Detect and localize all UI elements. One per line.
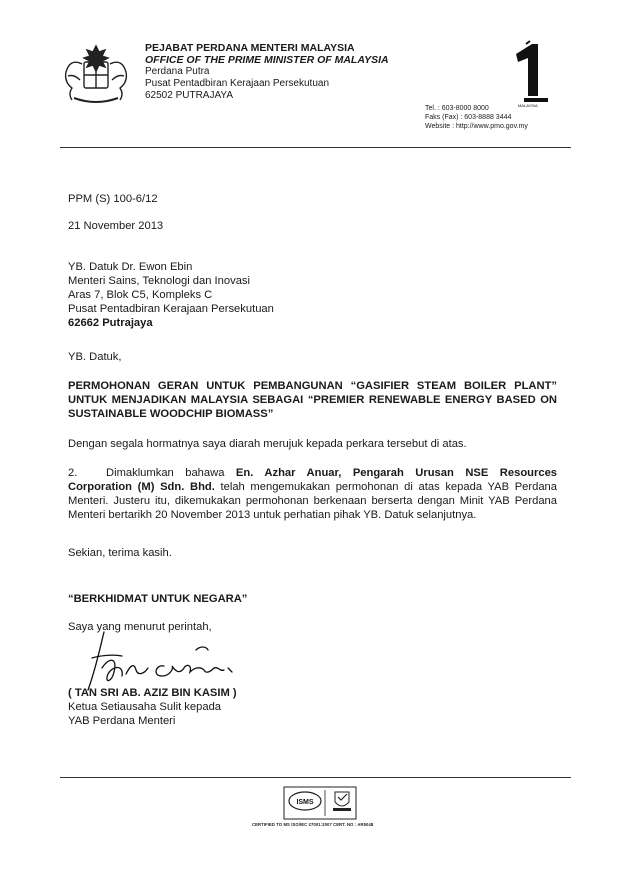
sign-off: Saya yang menurut perintah, [68, 621, 212, 633]
org-address-line: Perdana Putra [145, 66, 210, 77]
org-address-line: 62502 PUTRAJAYA [145, 90, 234, 101]
paragraph-2-body: telah mengemukakan permohonan di atas kepada YAB Perdana Menteri. Justeru itu, dikemukakan permohonan berkenaan berserta dengan Minit YAB Perdana Menteri bertarikh 20 November 2013 untuk perhatian pihak YB. Datuk selanjutnya. [68, 481, 557, 521]
coat-of-arms-logo [60, 42, 132, 106]
website: Website : http://www.pmo.gov.my [425, 123, 528, 130]
recipient-line: Menteri Sains, Teknologi dan Inovasi [68, 275, 251, 287]
org-name-malay: PEJABAT PERDANA MENTERI MALAYSIA [145, 42, 355, 54]
recipient-postcode: 62662 Putrajaya [68, 317, 153, 329]
header-divider [60, 147, 571, 148]
paragraph-2-applicant: En. Azhar Anuar, Pengarah Urusan NSE Resources Corporation (M) Sdn. Bhd. [68, 467, 558, 493]
org-name-english: OFFICE OF THE PRIME MINISTER OF MALAYSIA [145, 54, 389, 66]
recipient-line: Pusat Pentadbiran Kerajaan Persekutuan [68, 303, 274, 315]
closing-line: Sekian, terima kasih. [68, 547, 172, 559]
badge-label: ISMS [296, 799, 314, 806]
signatory-title-line: YAB Perdana Menteri [68, 715, 176, 727]
recipient-line: YB. Datuk Dr. Ewon Ebin [68, 261, 193, 273]
salutation: YB. Datuk, [68, 351, 122, 363]
letterhead [145, 42, 389, 102]
org-address-line: Pusat Pentadbiran Kerajaan Persekutuan [145, 78, 330, 89]
telephone: Tel. : 603-8000 8000 [425, 105, 489, 112]
recipient-address [68, 260, 274, 330]
1malaysia-logo [506, 40, 550, 108]
paragraph-number: 2. [68, 467, 78, 479]
motto: “BERKHIDMAT UNTUK NEGARA” [68, 593, 248, 605]
signatory-name: ( TAN SRI AB. AZIZ BIN KASIM ) [68, 687, 237, 699]
signatory-title-line: Ketua Setiausaha Sulit kepada [68, 701, 222, 713]
recipient-line: Aras 7, Blok C5, Kompleks C [68, 289, 213, 301]
certification-text: CERTIFIED TO MS ISO/IEC 27001:2007 CERT. NO : AR5048 [252, 822, 374, 827]
fax: Faks (Fax) : 603-8888 3444 [425, 114, 512, 121]
footer-divider [60, 777, 571, 778]
logo-caption: MALAYSIA [518, 103, 538, 108]
paragraph-1: Dengan segala hormatnya saya diarah merujuk kepada perkara tersebut di atas. [68, 438, 467, 450]
paragraph-2 [68, 466, 557, 522]
paragraph-2-intro: Dimaklumkan bahawa [106, 467, 236, 479]
reference-number: PPM (S) 100-6/12 [68, 193, 158, 205]
isms-certification-badge [283, 786, 357, 820]
letter-subject: PERMOHONAN GERAN UNTUK PEMBANGUNAN “GASIFIER STEAM BOILER PLANT” UNTUK MENJADIKAN MALAYSIA SEBAGAI “PREMIER RENEWABLE ENERGY BASED ON SUSTAINABLE WOODCHIP BIOMASS” [68, 380, 557, 420]
signatory-title [68, 700, 221, 728]
contact-block [425, 104, 528, 131]
letter-date: 21 November 2013 [68, 220, 164, 232]
